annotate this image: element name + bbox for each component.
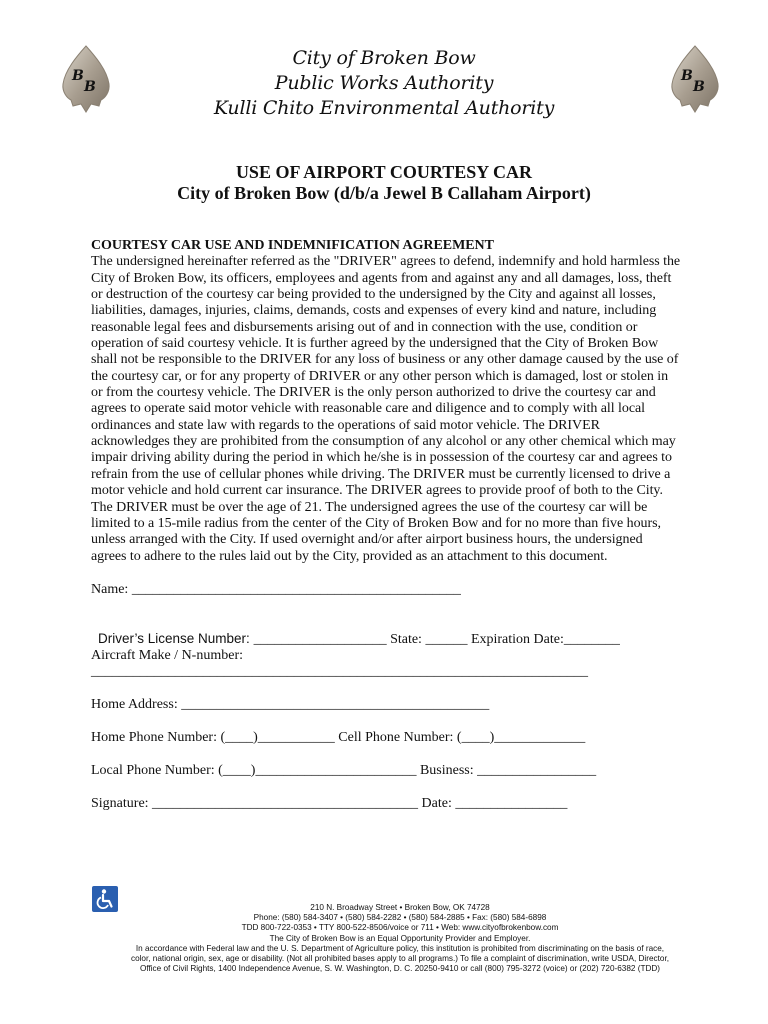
agreement-heading: COURTESY CAR USE AND INDEMNIFICATION AGREEMENT xyxy=(91,238,494,253)
footer-law-3: Office of Civil Rights, 1400 Independence Avenue, S. W. Washington, D. C. 20250-9410 or call (800) 795-3272 (voice) or (202) 720-6382 (TDD) xyxy=(139,964,661,974)
phone-numbers-field[interactable]: Home Phone Number: (____)___________ Cell Phone Number: (____)_____________ xyxy=(91,730,586,745)
signature-date-field[interactable]: Signature: ______________________________________ Date: ________________ xyxy=(91,796,568,811)
title-sub: City of Broken Bow (d/b/a Jewel B Callaham Airport) xyxy=(177,183,591,203)
aircraft-field[interactable]: _______________________________________________________________________ xyxy=(91,664,588,679)
document-title xyxy=(100,162,668,204)
title-main: USE OF AIRPORT COURTESY CAR xyxy=(235,162,533,182)
footer-phone: Phone: (580) 584-3407 • (580) 584-2282 • (580) 584-2885 • Fax: (580) 584-6898 xyxy=(253,913,547,923)
arrowhead-logo-icon xyxy=(55,44,117,114)
footer-eop: The City of Broken Bow is an Equal Opportunity Provider and Employer. xyxy=(269,933,531,943)
arrowhead-logo-right xyxy=(664,44,726,114)
name-field[interactable]: Name: _______________________________________________ xyxy=(91,582,461,597)
agreement-section xyxy=(91,238,681,565)
agreement-body: The undersigned hereinafter referred as the "DRIVER" agrees to defend, indemnify and hold harmless the City of Broken Bow, its officers, employees and agents from and against any and all damages, loss, theft or destruction of the courtesy car being provided to the undersigned by the City and against all losses, liabilities, damages, injuries, claims, demands, costs and expenses of every kind and nature, including reasonable legal fees and disbursements arising out of and in connection with the use, condition or operation of said courtesy vehicle. It is further agreed by the undersigned that the City of Broken Bow shall not be responsible to the DRIVER for any loss of business or any other damage caused by the use of the courtesy car, or for any property of DRIVER or any other person which is damaged, lost or stolen in or from the courtesy vehicle. The DRIVER is the only person authorized to drive the courtesy car and agrees to operate said motor vehicle with reasonable care and diligence and to comply with all local ordinances and state law with regards to the operations of said motor vehicle. The DRIVER acknowledges they are prohibited from the consumption of any alcohol or any other chemical which may impair driving ability during the period in which he/she is in possession of the courtesy car and agrees to refrain from the use of cellular phones while driving. The DRIVER must be currently licensed to drive a motor vehicle and hold current car insurance. The DRIVER agrees to provide proof of both to the City. The DRIVER must be over the age of 21. The undersigned agrees the use of the courtesy car will be limited to a 15-mile radius from the center of the City of Broken Bow and for no more than five hours, unless arranged with the City. If used overnight and/or after airport business hours, the undersigned agrees to adhere to the rules laid out by the City, provided as an attachment to this document. xyxy=(91,254,681,564)
arrowhead-logo-icon xyxy=(664,44,726,114)
svg-text:B: B xyxy=(72,68,84,84)
org-name-city: City of Broken Bow xyxy=(292,47,476,69)
arrowhead-logo-left xyxy=(55,44,117,114)
footer-address: 210 N. Broadway Street • Broken Bow, OK 74728 xyxy=(310,903,490,912)
footer-law-2: color, national origin, sex, age or disability. (Not all prohibited bases apply to all programs.) To file a complaint of discrimination, write USDA, Director, xyxy=(130,954,670,964)
footer xyxy=(60,903,740,974)
license-state-expiration-blanks[interactable]: ___________________ State: ______ Expiration Date:________ xyxy=(253,632,620,647)
license-field-row[interactable] xyxy=(91,615,691,648)
local-phone-business-field[interactable]: Local Phone Number: (____)_______________________ Business: _________________ xyxy=(91,763,597,778)
organization-header xyxy=(150,46,618,121)
svg-text:B: B xyxy=(681,68,693,84)
footer-law-1: In accordance with Federal law and the U. S. Department of Agriculture policy, this institution is prohibited from discriminating on the basis of race, xyxy=(135,943,665,953)
svg-text:B: B xyxy=(84,79,96,95)
svg-text:B: B xyxy=(693,79,705,95)
org-name-public-works: Public Works Authority xyxy=(274,72,494,94)
org-name-environmental: Kulli Chito Environmental Authority xyxy=(213,97,555,119)
footer-tdd: TDD 800-722-0353 • TTY 800-522-8506/voice or 711 • Web: www.cityofbrokenbow.com xyxy=(241,923,559,933)
aircraft-label: Aircraft Make / N-number: xyxy=(91,648,243,663)
home-address-field[interactable]: Home Address: ____________________________________________ xyxy=(91,697,490,712)
license-label: Driver’s License Number: xyxy=(98,631,254,646)
